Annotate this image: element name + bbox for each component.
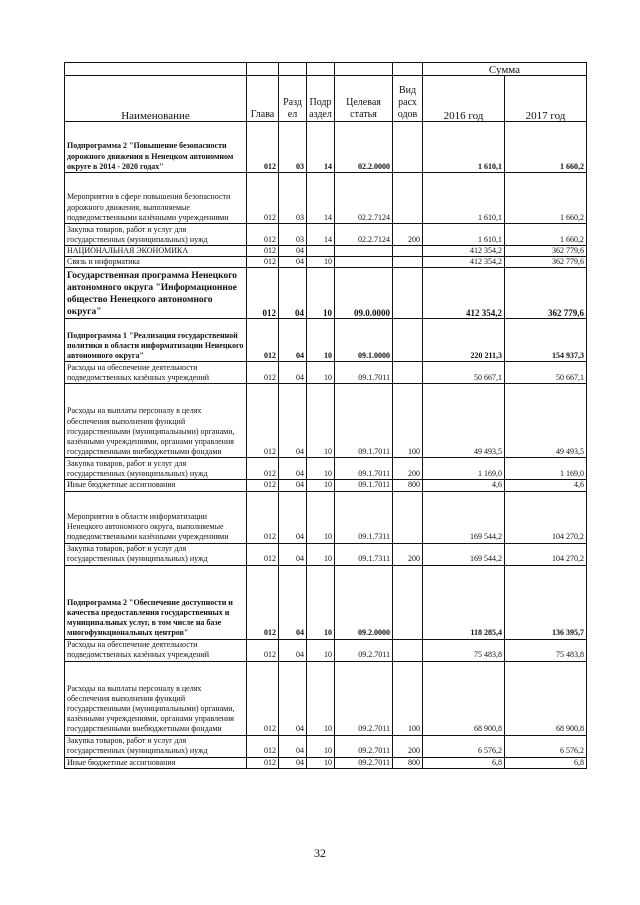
cell-podrazdel xyxy=(307,246,335,257)
budget-table xyxy=(64,62,587,769)
cell-podrazdel: 14 xyxy=(307,122,335,173)
page-number: 32 xyxy=(314,846,326,860)
table-row xyxy=(65,246,587,257)
cell-y2016: 49 493,5 xyxy=(423,384,505,458)
header-sum: Сумма xyxy=(423,63,587,76)
cell-vid xyxy=(393,565,423,639)
cell-name: Мероприятия в сфере повышения безопасности дорожного движения, выполняемые подведомственными казёнными учреждениями xyxy=(65,173,247,224)
table-row xyxy=(65,757,587,768)
table-row xyxy=(65,661,587,735)
cell-name: Закупка товаров, работ и услуг для государственных (муниципальных) нужд xyxy=(65,735,247,757)
cell-y2016: 412 354,2 xyxy=(423,257,505,268)
cell-y2017: 75 483,8 xyxy=(505,639,587,661)
cell-name: Подпрограмма 2 "Повышение безопасности дорожного движения в Ненецком автономном округе в 2014 - 2020 годах" xyxy=(65,122,247,173)
cell-glava: 012 xyxy=(247,639,279,661)
cell-razdel: 03 xyxy=(279,173,307,224)
cell-y2017: 68 900,8 xyxy=(505,661,587,735)
header-blank-top xyxy=(65,63,247,76)
cell-glava: 012 xyxy=(247,268,279,319)
cell-y2016: 75 483,8 xyxy=(423,639,505,661)
cell-y2017: 136 395,7 xyxy=(505,565,587,639)
cell-name: Закупка товаров, работ и услуг для государственных (муниципальных) нужд xyxy=(65,224,247,246)
cell-y2016: 220 211,3 xyxy=(423,319,505,362)
cell-y2017: 1 169,0 xyxy=(505,458,587,480)
table-row xyxy=(65,362,587,384)
cell-y2017: 104 270,2 xyxy=(505,543,587,565)
cell-podrazdel: 10 xyxy=(307,257,335,268)
cell-y2017: 6,8 xyxy=(505,757,587,768)
header-podrazdel: Подр аздел xyxy=(307,76,335,122)
cell-podrazdel: 10 xyxy=(307,639,335,661)
cell-y2016: 4,6 xyxy=(423,480,505,491)
cell-name: Закупка товаров, работ и услуг для государственных (муниципальных) нужд xyxy=(65,543,247,565)
cell-y2016: 412 354,2 xyxy=(423,268,505,319)
cell-razdel: 04 xyxy=(279,661,307,735)
cell-podrazdel: 10 xyxy=(307,319,335,362)
cell-razdel: 04 xyxy=(279,257,307,268)
cell-glava: 012 xyxy=(247,362,279,384)
cell-podrazdel: 14 xyxy=(307,224,335,246)
cell-glava: 012 xyxy=(247,735,279,757)
cell-vid xyxy=(393,639,423,661)
cell-vid xyxy=(393,122,423,173)
cell-razdel: 04 xyxy=(279,565,307,639)
cell-target: 09.2.0000 xyxy=(335,565,393,639)
cell-vid: 200 xyxy=(393,735,423,757)
cell-glava: 012 xyxy=(247,480,279,491)
cell-podrazdel: 10 xyxy=(307,362,335,384)
cell-glava: 012 xyxy=(247,122,279,173)
cell-razdel: 04 xyxy=(279,319,307,362)
cell-y2017: 49 493,5 xyxy=(505,384,587,458)
cell-target: 02.2.7124 xyxy=(335,173,393,224)
cell-glava: 012 xyxy=(247,246,279,257)
table-row xyxy=(65,319,587,362)
cell-target: 09.1.7311 xyxy=(335,491,393,543)
cell-y2017: 6 576,2 xyxy=(505,735,587,757)
cell-target: 02.2.0000 xyxy=(335,122,393,173)
cell-razdel: 04 xyxy=(279,491,307,543)
cell-y2016: 50 667,1 xyxy=(423,362,505,384)
cell-vid xyxy=(393,257,423,268)
cell-podrazdel: 10 xyxy=(307,543,335,565)
cell-name: НАЦИОНАЛЬНАЯ ЭКОНОМИКА xyxy=(65,246,247,257)
cell-razdel: 04 xyxy=(279,246,307,257)
header-target: Целевая статья xyxy=(335,76,393,122)
cell-target: 02.2.7124 xyxy=(335,224,393,246)
table-row xyxy=(65,491,587,543)
header-2016: 2016 год xyxy=(423,76,505,122)
cell-y2017: 104 270,2 xyxy=(505,491,587,543)
cell-podrazdel: 14 xyxy=(307,173,335,224)
cell-vid: 100 xyxy=(393,384,423,458)
table-body xyxy=(65,122,587,769)
cell-vid xyxy=(393,268,423,319)
cell-vid: 800 xyxy=(393,757,423,768)
cell-target: 09.1.7011 xyxy=(335,384,393,458)
cell-podrazdel: 10 xyxy=(307,757,335,768)
cell-razdel: 03 xyxy=(279,224,307,246)
cell-vid: 800 xyxy=(393,480,423,491)
cell-target xyxy=(335,257,393,268)
cell-name: Связь и информатика xyxy=(65,257,247,268)
cell-name: Иные бюджетные ассигнования xyxy=(65,757,247,768)
cell-target: 09.1.7011 xyxy=(335,362,393,384)
table-row xyxy=(65,257,587,268)
cell-y2017: 1 660,2 xyxy=(505,122,587,173)
cell-vid: 200 xyxy=(393,543,423,565)
cell-razdel: 04 xyxy=(279,757,307,768)
table-row xyxy=(65,458,587,480)
cell-glava: 012 xyxy=(247,319,279,362)
cell-y2017: 50 667,1 xyxy=(505,362,587,384)
cell-razdel: 04 xyxy=(279,543,307,565)
cell-y2016: 412 354,2 xyxy=(423,246,505,257)
cell-y2017: 362 779,6 xyxy=(505,257,587,268)
cell-target: 09.2.7011 xyxy=(335,639,393,661)
table-row xyxy=(65,224,587,246)
cell-target: 09.2.7011 xyxy=(335,661,393,735)
cell-vid xyxy=(393,319,423,362)
cell-razdel: 04 xyxy=(279,458,307,480)
cell-razdel: 04 xyxy=(279,480,307,491)
cell-glava: 012 xyxy=(247,458,279,480)
cell-name: Мероприятия в области информатизации Ненецкого автономного округа, выполняемые подведомственными казёнными учреждениями xyxy=(65,491,247,543)
cell-target: 09.1.7011 xyxy=(335,458,393,480)
cell-y2016: 169 544,2 xyxy=(423,543,505,565)
cell-podrazdel: 10 xyxy=(307,661,335,735)
cell-name: Расходы на обеспечение деятельности подведомственных казённых учреждений xyxy=(65,639,247,661)
cell-name: Расходы на выплаты персоналу в целях обеспечения выполнения функций государственными (муниципальными) органами, казёнными учреждениями, органами управления государственными внебюджетными фондами xyxy=(65,661,247,735)
cell-target: 09.1.7011 xyxy=(335,480,393,491)
cell-podrazdel: 10 xyxy=(307,480,335,491)
cell-y2016: 1 169,0 xyxy=(423,458,505,480)
cell-podrazdel: 10 xyxy=(307,384,335,458)
table-row xyxy=(65,565,587,639)
cell-glava: 012 xyxy=(247,543,279,565)
cell-vid: 200 xyxy=(393,224,423,246)
cell-name: Государственная программа Ненецкого автономного округа "Информационное общество Ненецкого автономного округа" xyxy=(65,268,247,319)
cell-glava: 012 xyxy=(247,224,279,246)
table-row xyxy=(65,173,587,224)
table-row xyxy=(65,639,587,661)
cell-name: Закупка товаров, работ и услуг для государственных (муниципальных) нужд xyxy=(65,458,247,480)
cell-vid: 200 xyxy=(393,458,423,480)
cell-podrazdel: 10 xyxy=(307,735,335,757)
cell-glava: 012 xyxy=(247,565,279,639)
cell-y2017: 154 937,3 xyxy=(505,319,587,362)
cell-razdel: 04 xyxy=(279,735,307,757)
header-vid: Вид расх одов xyxy=(393,76,423,122)
cell-target: 09.1.7311 xyxy=(335,543,393,565)
cell-y2016: 1 610,1 xyxy=(423,173,505,224)
header-glava: Глава xyxy=(247,76,279,122)
cell-vid: 100 xyxy=(393,661,423,735)
cell-y2016: 6,8 xyxy=(423,757,505,768)
cell-y2017: 362 779,6 xyxy=(505,268,587,319)
cell-y2016: 1 610,1 xyxy=(423,224,505,246)
header-2017: 2017 год xyxy=(505,76,587,122)
header-name: Наименование xyxy=(65,76,247,122)
cell-name: Расходы на обеспечение деятельности подведомственных казённых учреждений xyxy=(65,362,247,384)
table-row xyxy=(65,480,587,491)
cell-y2016: 6 576,2 xyxy=(423,735,505,757)
cell-razdel: 04 xyxy=(279,639,307,661)
cell-glava: 012 xyxy=(247,257,279,268)
cell-glava: 012 xyxy=(247,661,279,735)
cell-glava: 012 xyxy=(247,173,279,224)
cell-vid xyxy=(393,362,423,384)
header-razdel: Разд ел xyxy=(279,76,307,122)
cell-y2016: 118 285,4 xyxy=(423,565,505,639)
cell-name: Иные бюджетные ассигнования xyxy=(65,480,247,491)
cell-glava: 012 xyxy=(247,384,279,458)
cell-target xyxy=(335,246,393,257)
table-row xyxy=(65,384,587,458)
cell-target: 09.0.0000 xyxy=(335,268,393,319)
cell-name: Подпрограмма 2 "Обеспечение доступности и качества предоставления государственных и муниципальных услуг, в том числе на базе многофункциональных центров" xyxy=(65,565,247,639)
cell-y2016: 1 610,1 xyxy=(423,122,505,173)
cell-y2017: 1 660,2 xyxy=(505,224,587,246)
cell-y2017: 362 779,6 xyxy=(505,246,587,257)
table-row xyxy=(65,268,587,319)
cell-y2016: 169 544,2 xyxy=(423,491,505,543)
table-row xyxy=(65,122,587,173)
cell-vid xyxy=(393,173,423,224)
cell-podrazdel: 10 xyxy=(307,565,335,639)
cell-target: 09.2.7011 xyxy=(335,757,393,768)
cell-target: 09.1.0000 xyxy=(335,319,393,362)
cell-razdel: 03 xyxy=(279,122,307,173)
cell-podrazdel: 10 xyxy=(307,268,335,319)
cell-razdel: 04 xyxy=(279,384,307,458)
table-row xyxy=(65,543,587,565)
cell-target: 09.2.7011 xyxy=(335,735,393,757)
cell-vid xyxy=(393,246,423,257)
cell-y2017: 4,6 xyxy=(505,480,587,491)
cell-razdel: 04 xyxy=(279,362,307,384)
cell-y2016: 68 900,8 xyxy=(423,661,505,735)
cell-name: Подпрограмма 1 "Реализация государственной политики в области информатизации Ненецкого автономного округа" xyxy=(65,319,247,362)
cell-y2017: 1 660,2 xyxy=(505,173,587,224)
cell-glava: 012 xyxy=(247,757,279,768)
cell-name: Расходы на выплаты персоналу в целях обеспечения выполнения функций государственными (муниципальными) органами, казёнными учреждениями, органами управления государственными внебюджетными фондами xyxy=(65,384,247,458)
cell-razdel: 04 xyxy=(279,268,307,319)
cell-glava: 012 xyxy=(247,491,279,543)
cell-podrazdel: 10 xyxy=(307,458,335,480)
table-row xyxy=(65,735,587,757)
cell-podrazdel: 10 xyxy=(307,491,335,543)
cell-vid xyxy=(393,491,423,543)
